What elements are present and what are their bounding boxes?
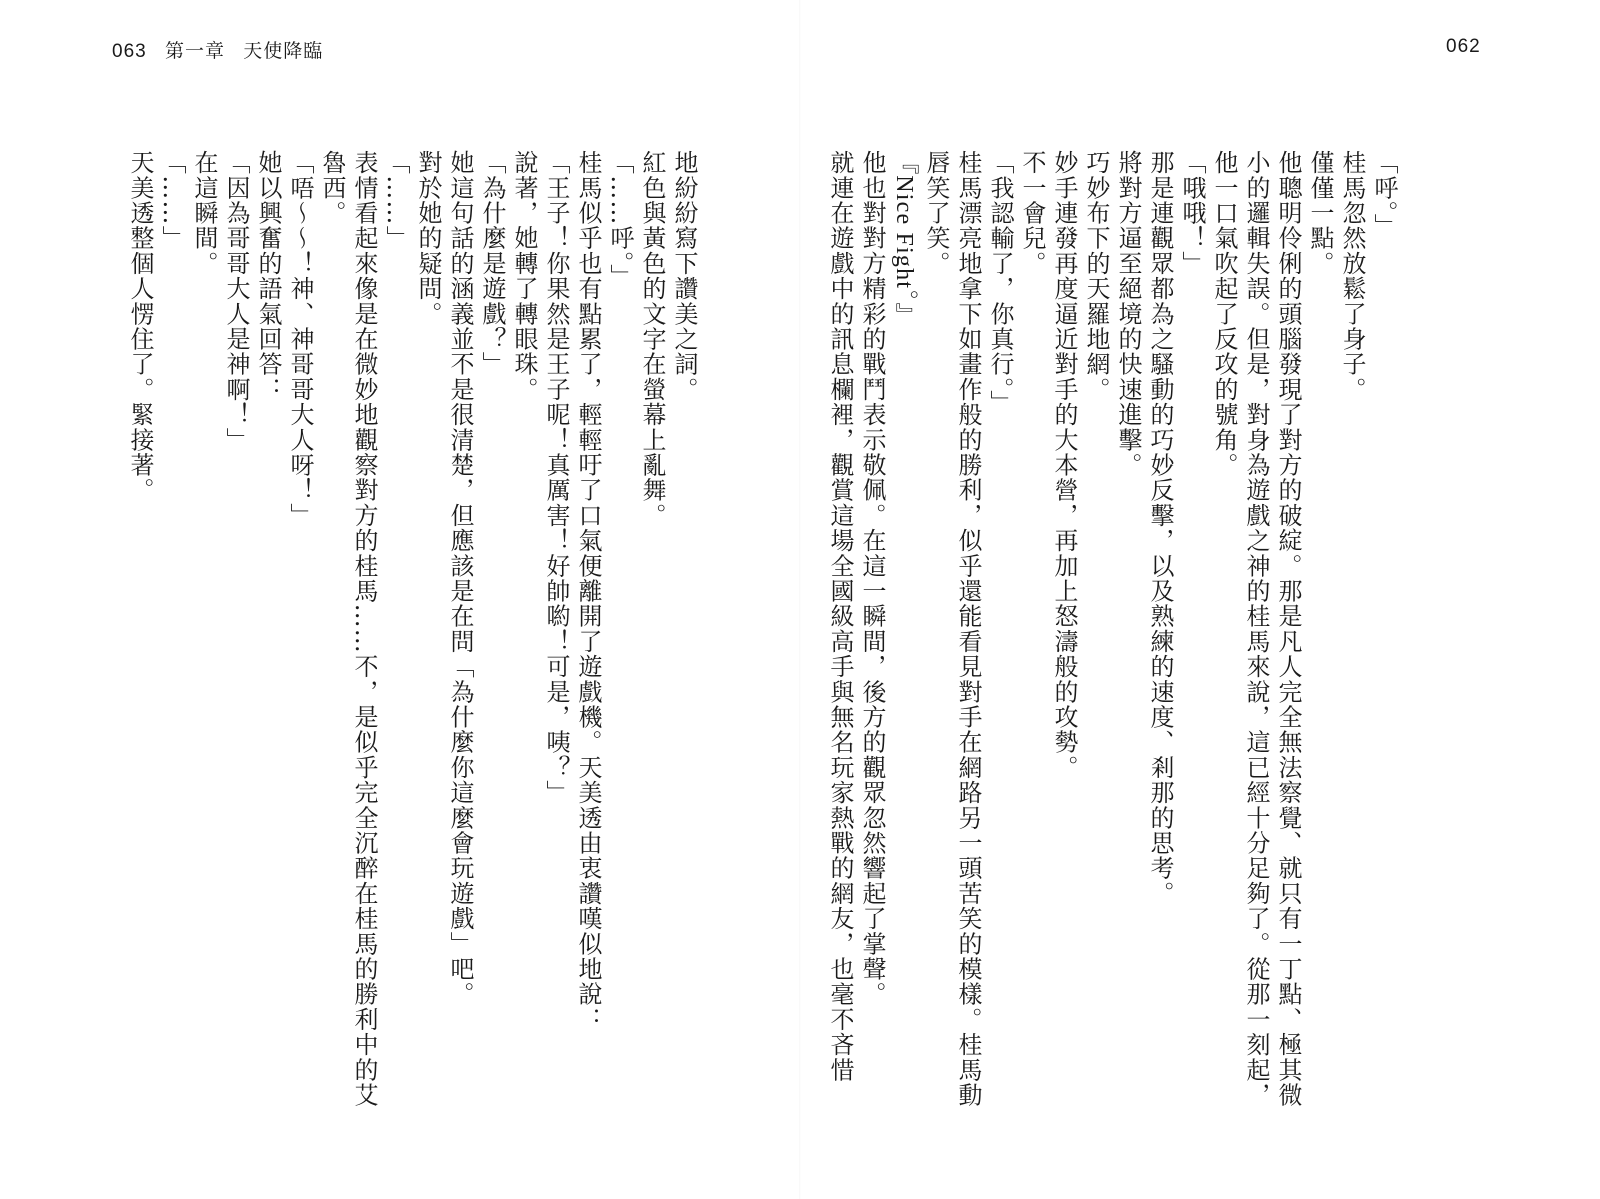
paragraph: 僅僅一點。 [1306, 150, 1334, 276]
paragraph: 那是連觀眾都為之騷動的巧妙反擊，以及熟練的速度、剎那的思考。 [1146, 150, 1174, 906]
left-page-header [112, 36, 335, 63]
paragraph: 他也對對方精彩的戰鬥表示敬佩。在這一瞬間，後方的觀眾忽然響起了掌聲。 [858, 150, 886, 1007]
paragraph: 「哦哦！」 [1178, 150, 1206, 276]
right-page-body [826, 150, 1400, 1110]
paragraph: 紅色與黃色的文字在螢幕上亂舞。 [638, 150, 666, 528]
paragraph: 他聰明伶俐的頭腦發現了對方的破綻。那是凡人完全無法察覺、就只有一丁點、極其微小的邏輯失誤。但是，對身為遊戲之神的桂馬來說，這已經十分足夠了。從那一刻起，他一口氣吹起了反攻的號角。 [1210, 150, 1302, 1108]
paragraph: 說著，她轉了轉眼珠。 [510, 150, 538, 402]
paragraph: 她以興奮的語氣回答： [254, 150, 282, 402]
paragraph: 妙手連發再度逼近對手的大本營，再加上怒濤般的攻勢。 [1050, 150, 1078, 780]
paragraph: 「為什麼是遊戲？」 [478, 150, 506, 377]
paragraph: 她這句話的涵義並不是很清楚，但應該是在問「為什麼你這麼會玩遊戲」吧。 [446, 150, 474, 1007]
paragraph: 「我認輸了，你真行。」 [986, 150, 1014, 416]
paragraph: 就連在遊戲中的訊息欄裡，觀賞這場全國級高手與無名玩家熱戰的網友，也毫不吝惜 [826, 150, 854, 1083]
page-gutter [799, 0, 801, 1199]
chapter-label: 第一章 [164, 41, 225, 62]
paragraph: 天美透整個人愣住了。緊接著。 [126, 150, 154, 503]
paragraph: 「因為哥哥大人是神啊！」 [222, 150, 250, 453]
paragraph: 表情看起來像是在微妙地觀察對方的桂馬……不，是似乎完全沉醉在桂馬的勝利中的艾魯西。 [318, 150, 378, 1108]
paragraph: 不一會兒。 [1018, 150, 1046, 276]
paragraph: 桂馬漂亮地拿下如畫作般的勝利，似乎還能看見對手在網路另一頭苦笑的模樣。桂馬動唇笑了笑。 [922, 150, 982, 1108]
left-page-body [100, 150, 700, 1110]
paragraph: 「……」 [382, 150, 410, 251]
paragraph: 巧妙布下的天羅地網。 [1082, 150, 1110, 402]
chapter-title: 天使降臨 [243, 41, 324, 62]
paragraph: 「王子！你果然是王子呢！真厲害！好帥喲！可是，咦？」 [542, 150, 570, 806]
paragraph: 「唔～～！神、神哥哥大人呀！」 [286, 150, 314, 528]
paragraph: 桂馬忽然放鬆了身子。 [1338, 150, 1366, 402]
paragraph: 「……」 [158, 150, 186, 251]
paragraph: 桂馬似乎也有點累了，輕輕吁了口氣便離開了遊戲機。天美透由衷讚嘆似地說： [574, 150, 602, 1032]
paragraph: 將對方逼至絕境的快速進擊。 [1114, 150, 1142, 478]
paragraph: 地紛紛寫下讚美之詞。 [670, 150, 698, 402]
right-page-number: 062 [1446, 36, 1481, 57]
paragraph: 在這瞬間。 [190, 150, 218, 276]
paragraph: 「……呼。」 [606, 150, 634, 290]
left-page-number: 063 [112, 41, 147, 62]
paragraph: 「呼。」 [1370, 150, 1398, 239]
paragraph: 對於她的疑問。 [414, 150, 442, 327]
paragraph: 『Nice Fight。』 [891, 150, 917, 328]
